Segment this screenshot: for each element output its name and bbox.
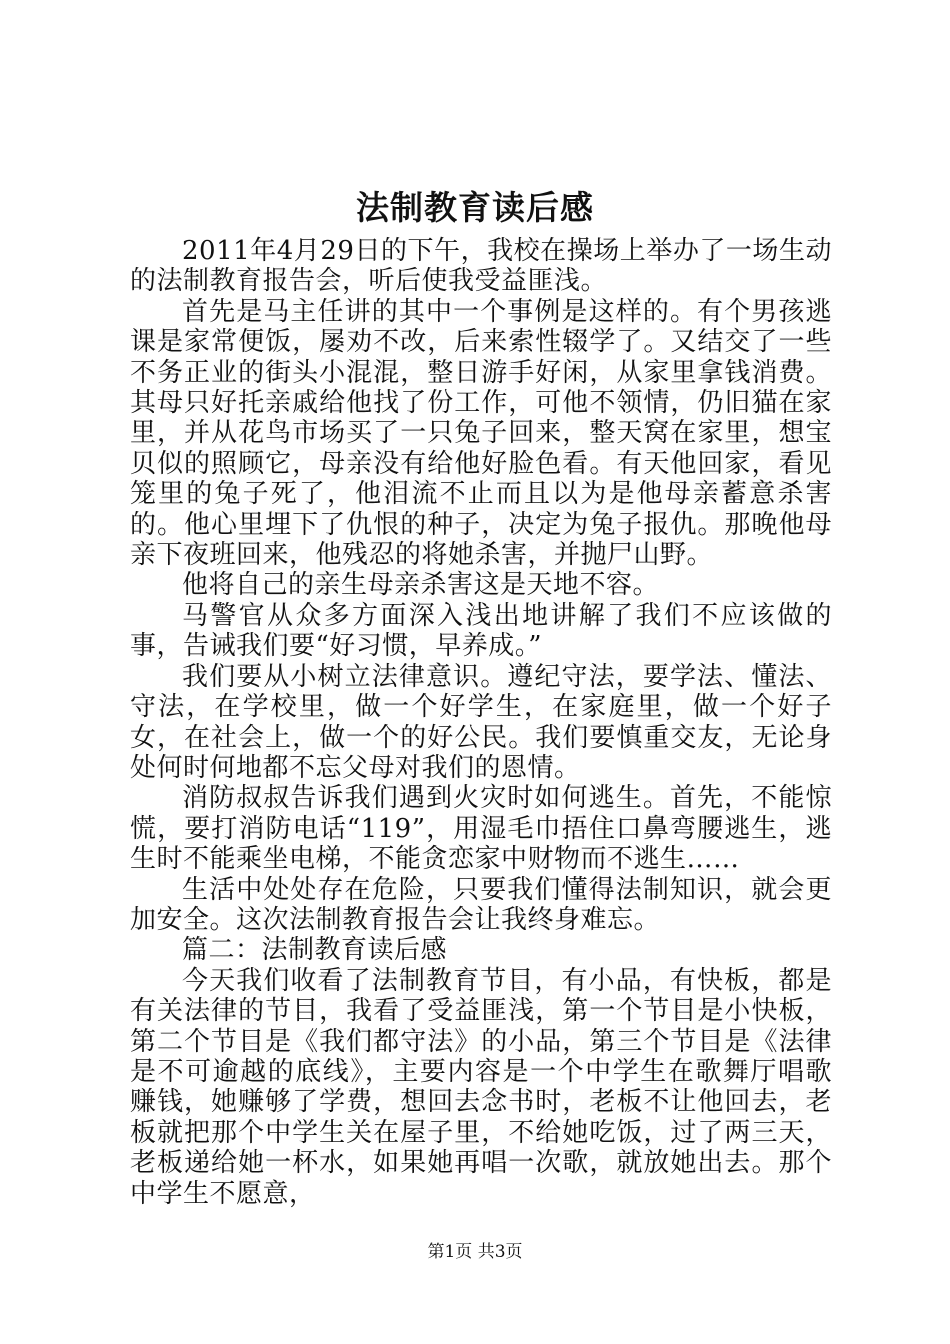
section-heading-part-two: 篇二：法制教育读后感 — [182, 935, 448, 966]
paragraph-7: 生活中处处存在危险，只要我们懂得法制知识，就会更加安全。这次法制教育报告会让我终身难忘。 — [130, 874, 832, 935]
paragraph-6: 消防叔叔告诉我们遇到火灾时如何逃生。首先，不能惊慌，要打消防电话“119”，用湿毛巾捂住口鼻弯腰逃生，逃生时不能乘坐电梯，不能贪恋家中财物而不逃生…… — [130, 783, 832, 875]
paragraph-8: 今天我们收看了法制教育节目，有小品，有快板，都是有关法律的节目，我看了受益匪浅，第一个节目是小快板，第二个节目是《我们都守法》的小品，第三个节目是《法律是不可逾越的底线》，主要内容是一个中学生在歌舞厅唱歌赚钱，她赚够了学费，想回去念书时，老板不让他回去，老板就把那个中学生关在屋子里，不给她吃饭，过了两三天，老板递给她一杯水，如果她再唱一次歌，就放她出去。那个中学生不愿意， — [130, 965, 832, 1209]
paragraph-3: 他将自己的亲生母亲杀害这是天地不容。 — [182, 570, 660, 601]
document-title: 法制教育读后感 — [356, 188, 594, 227]
paragraph-4: 马警官从众多方面深入浅出地讲解了我们不应该做的事，告诫我们要“好习惯，早养成。” — [130, 600, 832, 662]
paragraph-5: 我们要从小树立法律意识。遵纪守法，要学法、懂法、守法，在学校里，做一个好学生，在家庭里，做一个好子女，在社会上，做一个的好公民。我们要慎重交友，无论身处何时何地都不忘父母对我们的恩情。 — [130, 661, 832, 783]
page-footer: 第1页 共3页 — [427, 1242, 523, 1262]
paragraph-2: 首先是马主任讲的其中一个事例是这样的。有个男孩逃课是家常便饭，屡劝不改，后来索性辍学了。又结交了一些不务正业的街头小混混，整日游手好闲，从家里拿钱消费。其母只好托亲戚给他找了份工作，可他不领情，仍旧猫在家里，并从花鸟市场买了一只兔子回来，整天窝在家里，想宝贝似的照顾它，母亲没有给他好脸色看。有天他回家，看见笼里的兔子死了，他泪流不止而且以为是他母亲蓄意杀害的。他心里埋下了仇恨的种子，决定为兔子报仇。那晚他母亲下夜班回来，他残忍的将她杀害，并抛尸山野。 — [130, 296, 832, 571]
document-body — [130, 236, 832, 1209]
paragraph-1: 2011年4月29日的下午，我校在操场上举办了一场生动的法制教育报告会，听后使我受益匪浅。 — [130, 236, 832, 297]
